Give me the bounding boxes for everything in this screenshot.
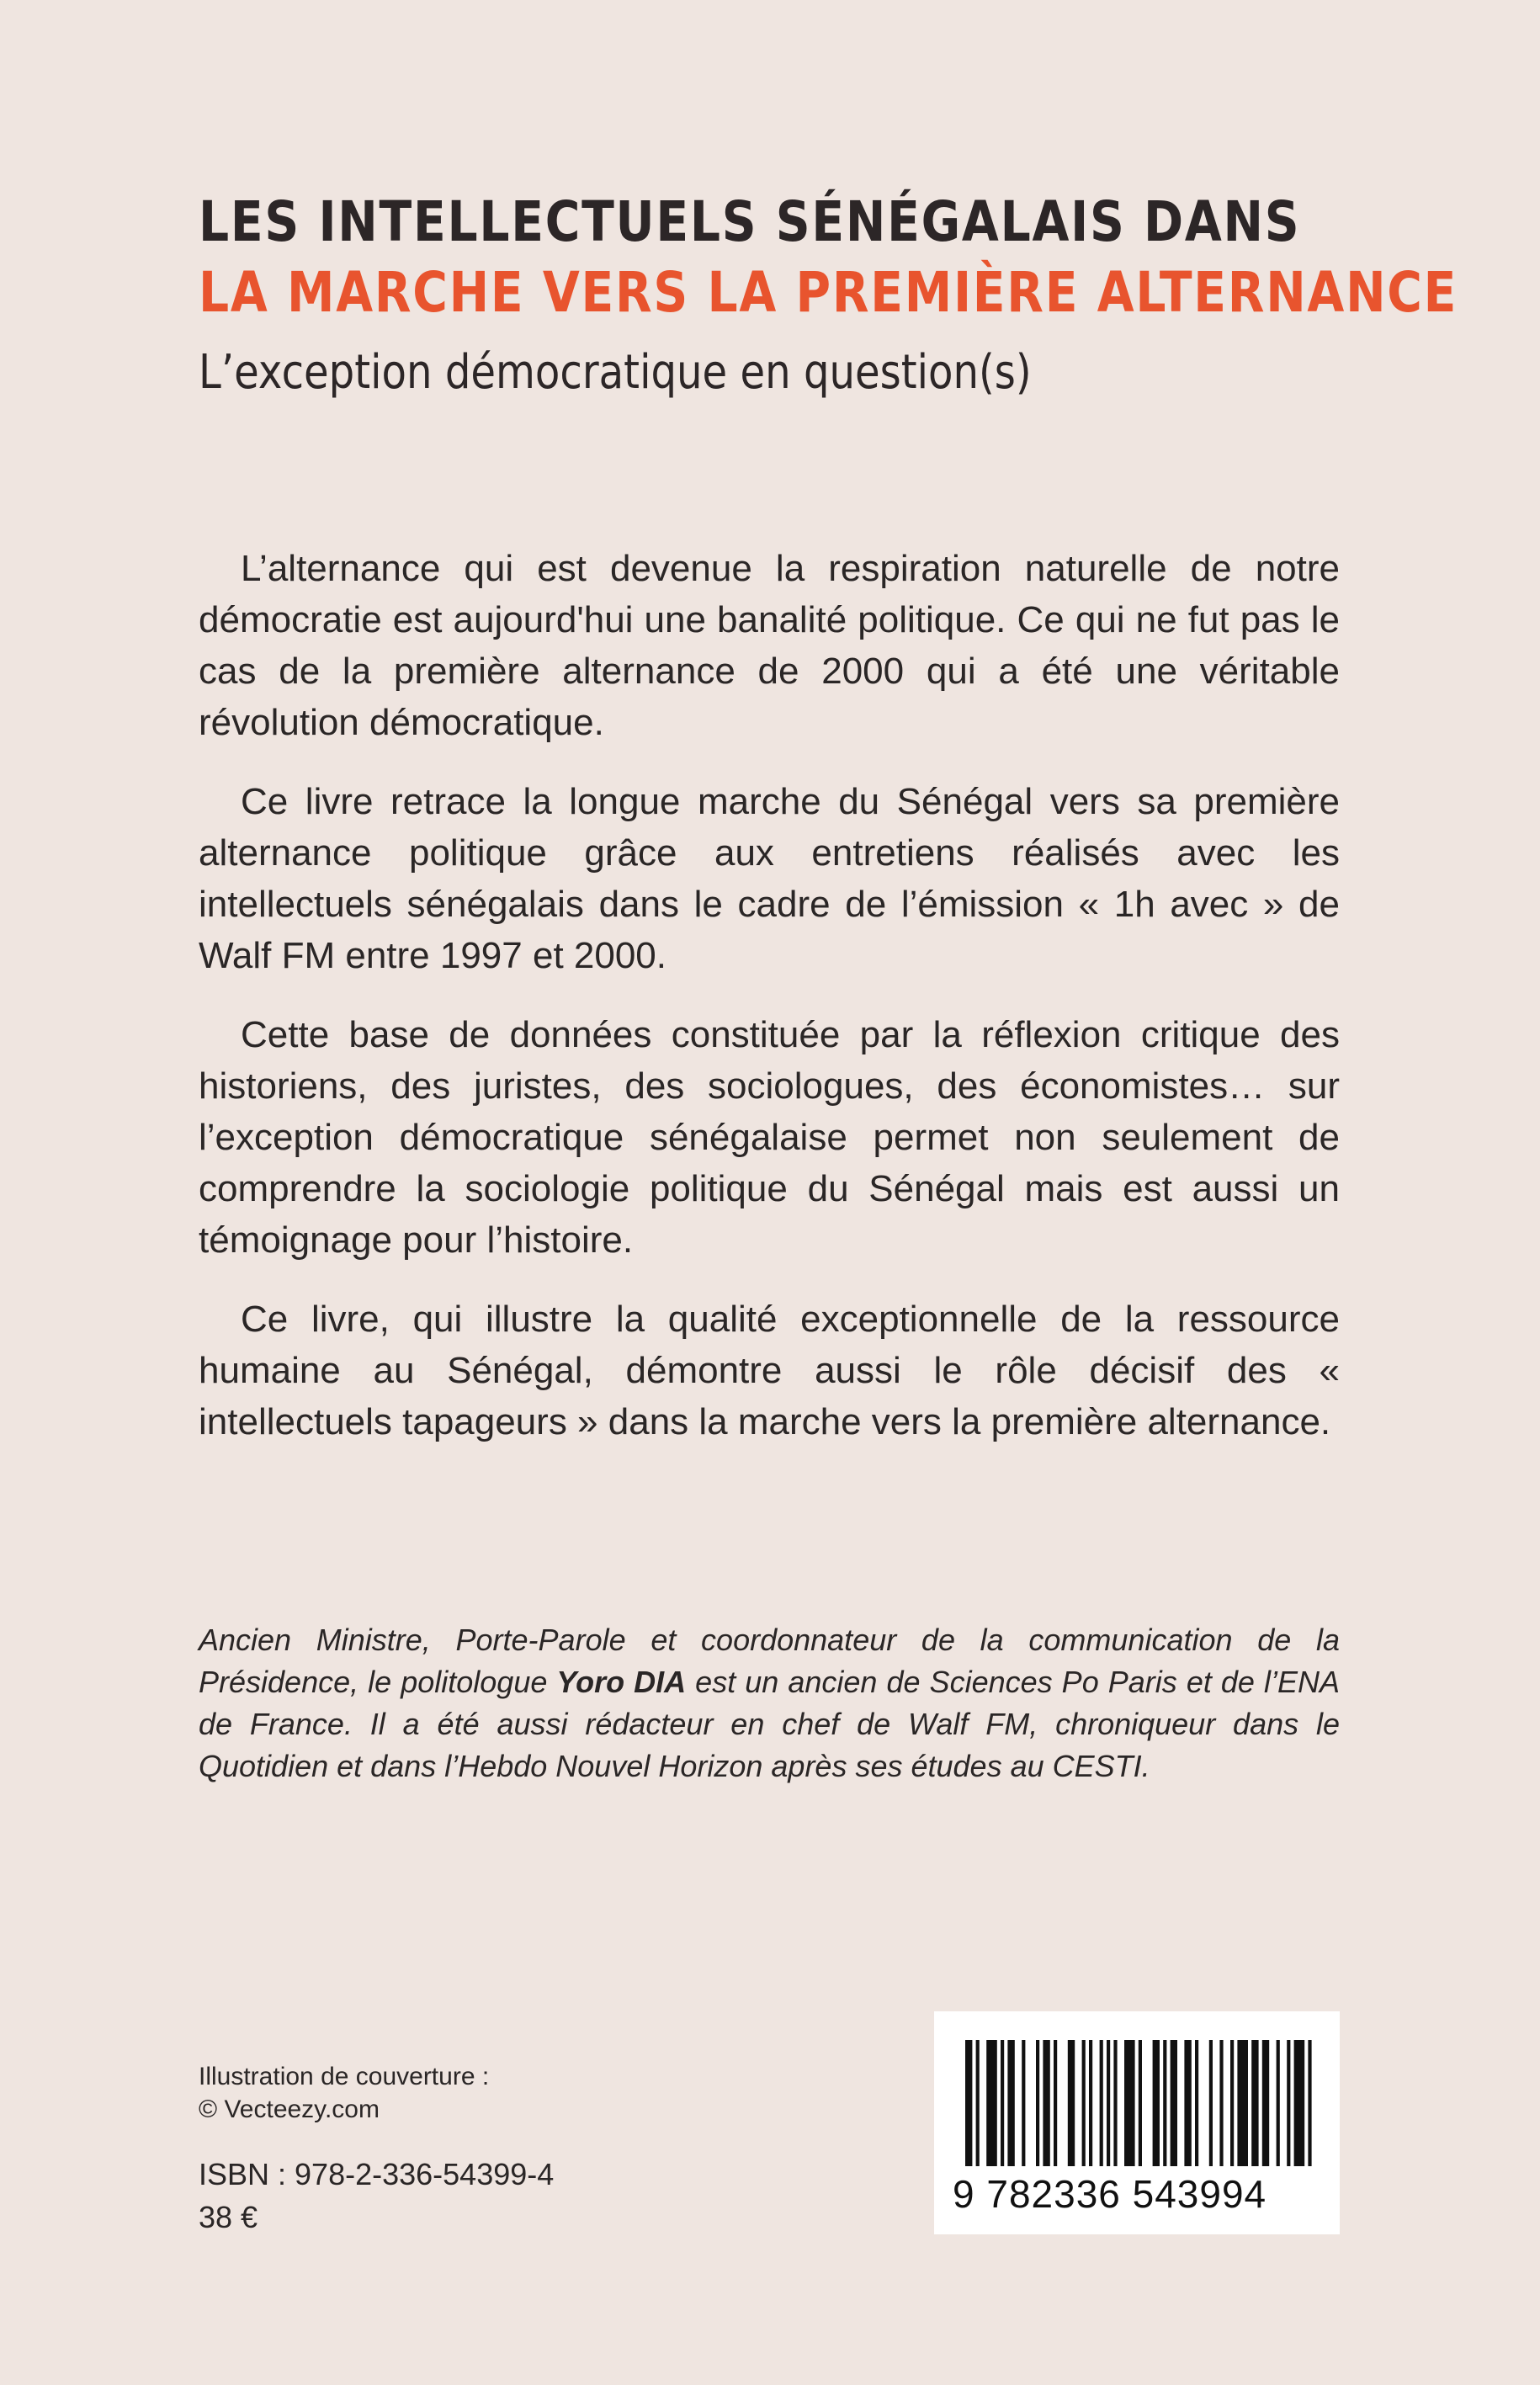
- barcode-bar: [1251, 2040, 1258, 2166]
- author-name: Yoro DIA: [556, 1665, 687, 1699]
- bio-text-after: est un ancien de Sciences Po Paris et de l’ENA de France. Il a été aussi rédacteur en chef de Walf FM, chroniqueur dans le Quotidien et dans l’Hebdo Nouvel Horizon après ses études au CESTI.: [199, 1665, 1340, 1783]
- barcode-bar: [1100, 2040, 1103, 2166]
- barcode-bar: [1022, 2040, 1025, 2166]
- barcode-bar: [1082, 2040, 1086, 2166]
- barcode-bar: [1054, 2040, 1057, 2166]
- subtitle: L’exception démocratique en question(s): [199, 345, 1032, 400]
- barcode-bar: [1237, 2040, 1248, 2166]
- barcode-bar: [1107, 2040, 1110, 2166]
- barcode-bar: [1036, 2040, 1039, 2166]
- blurb-paragraph-1: L’alternance qui est devenue la respiration naturelle de notre démocratie est aujourd'hui une banalité politique. Ce qui ne fut pas le cas de la première alternance de 2000 qui a été une véritable révolution démocratique.: [199, 548, 1340, 743]
- barcode-bar: [986, 2040, 997, 2166]
- illustration-source: © Vecteezy.com: [199, 2096, 380, 2123]
- barcode-bar: [1163, 2040, 1166, 2166]
- blurb-paragraph-4: Ce livre, qui illustre la qualité exceptionnelle de la ressource humaine au Sénégal, démontre aussi le rôle décisif des « intellectuels tapageurs » dans la marche vers la première alternance.: [199, 1299, 1340, 1442]
- barcode-bars: [962, 2040, 1315, 2175]
- barcode-bar: [1001, 2040, 1004, 2166]
- barcode-bar: [1219, 2040, 1223, 2166]
- barcode: [934, 2011, 1340, 2234]
- barcode-bar: [965, 2040, 972, 2166]
- author-bio: [199, 1619, 1340, 1787]
- isbn: ISBN : 978-2-336-54399-4: [199, 2157, 555, 2191]
- barcode-bar: [1171, 2040, 1177, 2166]
- barcode-bar: [1184, 2040, 1191, 2166]
- barcode-bar: [1113, 2040, 1117, 2166]
- blurb-paragraph-2: Ce livre retrace la longue marche du Sénégal vers sa première alternance politique grâce aux entretiens réalisés avec les intellectuels sénégalais dans le cadre de l’émission « 1h avec » de Walf FM entre 1997 et 2000.: [199, 781, 1340, 976]
- barcode-bar: [1089, 2040, 1092, 2166]
- title-line-2: LA MARCHE VERS LA PREMIÈRE ALTERNANCE: [199, 260, 1458, 325]
- barcode-bar: [1277, 2040, 1280, 2166]
- barcode-bar: [1153, 2040, 1160, 2166]
- title-line-1: LES INTELLECTUELS SÉNÉGALAIS DANS: [199, 189, 1301, 254]
- price: 38 €: [199, 2200, 258, 2234]
- barcode-bar: [1262, 2040, 1269, 2166]
- barcode-bar: [1287, 2040, 1290, 2166]
- barcode-bar: [1139, 2040, 1142, 2166]
- barcode-bar: [976, 2040, 980, 2166]
- barcode-bar: [1068, 2040, 1075, 2166]
- barcode-bar: [1230, 2040, 1234, 2166]
- isbn-price-block: [199, 2153, 554, 2239]
- blurb: [199, 543, 1340, 1475]
- barcode-bar: [1294, 2040, 1305, 2166]
- title-block: [199, 187, 1458, 402]
- illustration-credit: [199, 2060, 489, 2126]
- bio-text-before: Ancien Ministre, Porte-Parole et coordonnateur de la communication de la Présidence, le politologue: [199, 1623, 1340, 1699]
- barcode-bar: [1007, 2040, 1014, 2166]
- barcode-digits: 9 782336 543994: [953, 2172, 1267, 2216]
- barcode-bar: [1195, 2040, 1198, 2166]
- barcode-bar: [1308, 2040, 1311, 2166]
- barcode-bar: [1043, 2040, 1049, 2166]
- blurb-paragraph-3: Cette base de données constituée par la réflexion critique des historiens, des juristes, des sociologues, des économistes… sur l’exception démocratique sénégalaise permet non seulement de comprendre la sociologie politique du Sénégal mais est aussi un témoignage pour l’histoire.: [199, 1014, 1340, 1261]
- barcode-bar: [1209, 2040, 1213, 2166]
- barcode-bar: [1124, 2040, 1135, 2166]
- illustration-label: Illustration de couverture :: [199, 2063, 490, 2090]
